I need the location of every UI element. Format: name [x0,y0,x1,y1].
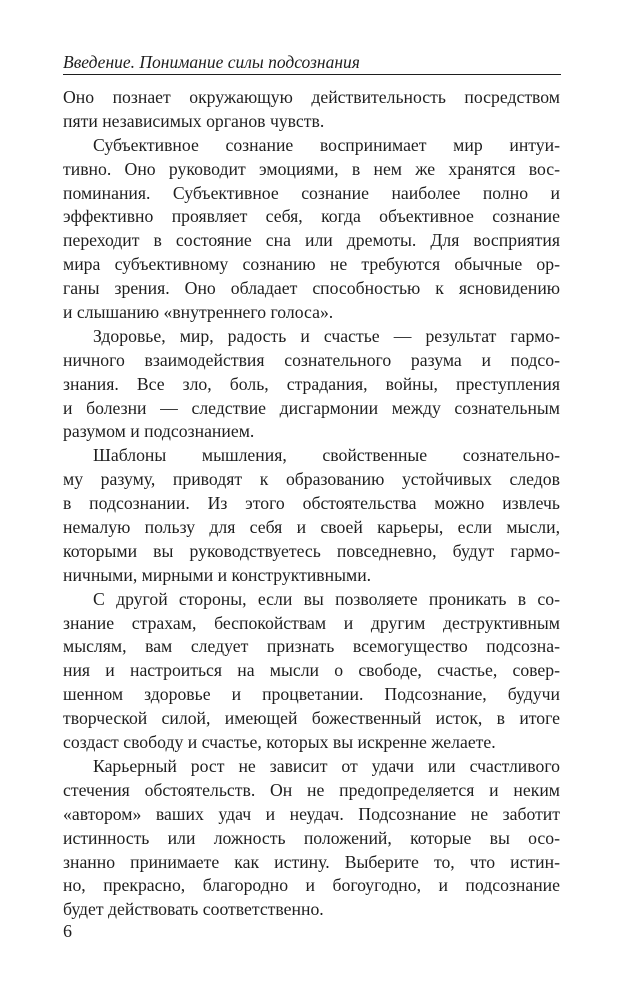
text-line: творческой силой, имеющей божественный исток, в итоге [63,708,560,729]
header-rule [63,74,561,75]
text-line: знания. Все зло, боль, страдания, войны, преступления [63,373,560,394]
text-line: тивно. Оно руководит эмоциями, в нем же хранятся вос- [63,158,560,179]
text-line: мыслям, вам следует признать всемогущество подсозна- [63,636,560,657]
text-line: эффективно проявляет себя, когда объективное сознание [63,206,560,227]
text-line: и болезни — следствие дисгармонии между сознательным [63,397,560,418]
paragraph [63,86,560,134]
text-line: и слышанию «внутреннего голоса». [63,302,334,323]
text-line: истинность или ложность положений, которые вы осо- [63,827,560,848]
text-line: Карьерный рост не зависит от удачи или счастливого [93,755,560,776]
paragraph [63,134,560,325]
page-number: 6 [63,921,72,941]
paragraph [63,588,560,755]
text-line: разумом и подсознанием. [63,421,255,442]
text-line: ничного взаимодействия сознательного разума и подсо- [63,349,560,370]
text-line: немалую пользу для себя и своей карьеры, если мысли, [63,517,560,538]
text-line: Субъективное сознание воспринимает мир интуи- [93,134,560,155]
text-line: Шаблоны мышления, свойственные сознательно- [93,445,560,466]
text-line: Оно познает окружающую действительность посредством [63,87,560,107]
text-line: знанно принимаете как истину. Выберите то, что истин- [63,851,560,872]
text-line: ния и настроиться на мысли о свободе, счастье, совер- [63,660,560,681]
text-line: стечения обстоятельств. Он не предопределяется и неким [63,779,560,800]
text-line: пяти независимых органов чувств. [63,110,325,131]
running-head: Введение. Понимание силы подсознания [63,52,360,72]
text-line: в подсознании. Из этого обстоятельства можно извлечь [63,493,560,514]
text-line: Здоровье, мир, радость и счастье — результат гармо- [93,325,560,346]
paragraph [63,325,560,444]
text-line: «автором» ваших удач и неудач. Подсознание не заботит [63,803,560,824]
text-line: поминания. Субъективное сознание наиболее полно и [63,182,560,203]
text-line: знание страхам, беспокойствам и другим деструктивным [63,612,560,633]
text-line: шенном здоровье и процветании. Подсознание, будучи [63,684,560,705]
text-line: ганы зрения. Оно обладает способностью к ясновидению [63,278,560,299]
text-line: ничными, мирными и конструктивными. [63,564,372,585]
text-line: создаст свободу и счастье, которых вы искренне желаете. [63,732,496,753]
text-line: но, прекрасно, благородно и богоугодно, и подсознание [63,875,560,896]
text-line: которыми вы руководствуетесь повседневно, будут гармо- [63,540,560,561]
text-line: С другой стороны, если вы позволяете проникать в со- [93,588,560,609]
paragraph [63,755,560,922]
text-line: будет действовать соответственно. [63,899,324,920]
paragraph [63,444,560,587]
text-line: переходит в состояние сна или дремоты. Для восприятия [63,230,560,251]
body-text [63,86,560,922]
text-line: мира субъективному сознанию не требуются обычные ор- [63,254,560,275]
text-line: му разуму, приводят к образованию устойчивых следов [63,469,560,490]
